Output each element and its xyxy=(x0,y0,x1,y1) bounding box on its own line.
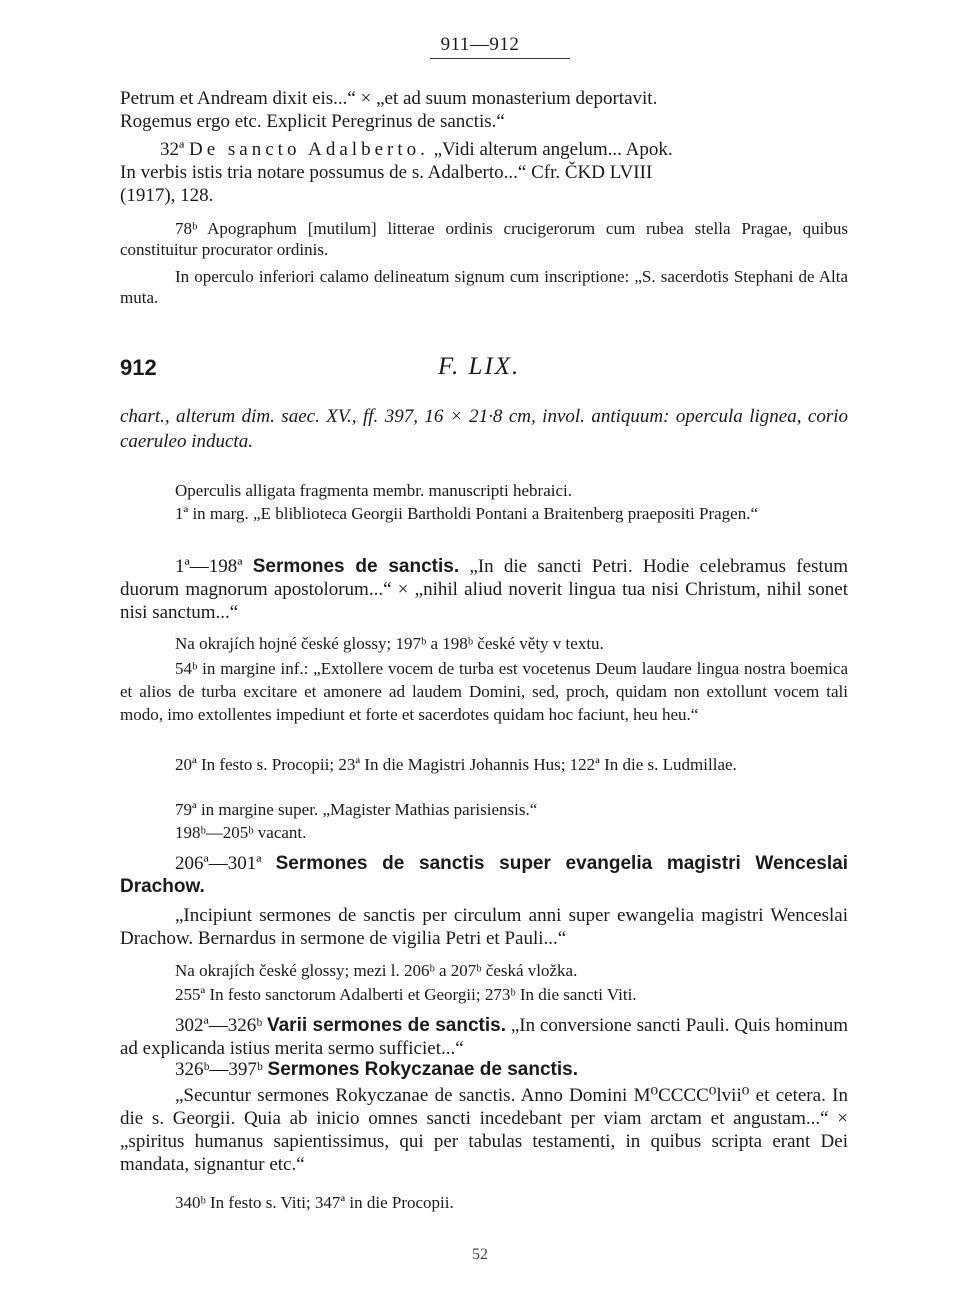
item-note-vacant: 198ᵇ—205ᵇ vacant. xyxy=(175,823,307,842)
entry-note-ownership: 1ª in marg. „E bliblioteca Georgii Bartholdi Pontani a Braitenberg praepositi Pragen.“ xyxy=(175,504,759,523)
prev-entry-note-operculum: In operculo inferiori calamo delineatum signum cum inscriptione: „S. sacerdotis Stephani de Alta muta. xyxy=(120,267,848,307)
folio-ref: 32ª xyxy=(160,139,189,160)
item-sermones-drachow xyxy=(120,852,848,898)
entry-shelfmark: F. LIX. xyxy=(438,353,521,380)
item-title: Sermones de sanctis. xyxy=(252,556,460,577)
item-drachow-note-glossy: Na okrajích české glossy; mezi l. 206ᵇ a 207ᵇ česká vložka. xyxy=(175,961,578,980)
entry-number: 912 xyxy=(120,355,157,380)
item-note-feasts: 20ª In festo s. Procopii; 23ª In die Magistri Johannis Hus; 122ª In die s. Ludmillae. xyxy=(175,755,737,774)
item-sermones-rokyczanae xyxy=(120,1058,848,1081)
item-varii-sermones xyxy=(120,1014,848,1060)
item-note-54b: 54ᵇ in margine inf.: „Extollere vocem de turba est vocetenus Deum laudare lingua nostra boemica et alios de turba excitare et amonere ad laudem Domini, sed, proch, quidam non extollunt vocem tali modo, imo extollentes impediunt et forte et sacerdotes quidam hoc faciunt, heu heu.“ xyxy=(120,659,848,724)
running-header: 911—912 xyxy=(440,34,520,55)
item-title: Varii sermones de sanctis. xyxy=(266,1015,506,1036)
item-incipit: „Vidi alterum angelum... Apok. xyxy=(428,139,673,160)
item-drachow-incipit: „Incipiunt sermones de sanctis per circulum anni super ewangelia magistri Wenceslai Drachow. Bernardus in sermone de vigilia Petri et Pauli...“ xyxy=(120,905,848,949)
page-number: 52 xyxy=(472,1246,488,1263)
item-sermones-de-sanctis xyxy=(120,555,848,624)
header-rule xyxy=(430,58,570,59)
item-title: Sermones de sanctis super evangelia magistri Wenceslai Drachow. xyxy=(120,853,848,897)
item-rokyczanae-text: „Secuntur sermones Rokyczanae de sanctis. Anno Domini M⁰CCCC⁰lvii⁰ et cetera. In die s. Georgii. Quia ab inicio omnes sancti incedebant per viam arctam et angustam...“ × „spiritus humanus sapientissimus, qui per tabulas testamenti, in quibus scripta erant Dei mandata, signantur etc.“ xyxy=(120,1085,848,1175)
entry-note-fragments: Operculis alligata fragmenta membr. manuscripti hebraici. xyxy=(175,481,572,500)
item-drachow-note-feasts: 255ª In festo sanctorum Adalberti et Georgii; 273ᵇ In die sancti Viti. xyxy=(175,985,637,1004)
item-note-glossy: Na okrajích hojné české glossy; 197ᵇ a 198ᵇ české věty v textu. xyxy=(175,634,604,653)
item-incipit: „In conversione sancti Pauli. Quis hominum ad explicanda istius merita sermo sufficiet...“ xyxy=(120,1015,848,1059)
prev-entry-item-32a-line2: In verbis istis tria notare possumus de s. Adalberto...“ Cfr. ČKD LVIII xyxy=(120,162,653,183)
folio-range: 302ª—326ᵇ xyxy=(175,1015,267,1036)
item-note-79a: 79ª in margine super. „Magister Mathias parisiensis.“ xyxy=(175,800,538,819)
item-rokyczanae-note-feasts: 340ᵇ In festo s. Viti; 347ª in die Procopii. xyxy=(175,1193,454,1212)
prev-entry-item-32a xyxy=(120,138,848,161)
prev-entry-text-line2: Rogemus ergo etc. Explicit Peregrinus de sanctis.“ xyxy=(120,111,505,132)
item-incipit-explicit: „In die sancti Petri. Hodie celebramus festum duorum magnorum apostolorum...“ × „nihil aliud noverit lingua tua nisi Christum, nihil sonet nisi sanctum...“ xyxy=(120,556,848,623)
folio-range: 326ᵇ—397ᵇ xyxy=(175,1059,268,1080)
prev-entry-item-32a-line3: (1917), 128. xyxy=(120,185,214,206)
folio-range: 1ª—198ª xyxy=(175,556,253,577)
prev-entry-note-78b: 78ᵇ Apographum [mutilum] litterae ordinis crucigerorum cum rubea stella Pragae, quibus constituitur procurator ordinis. xyxy=(120,219,848,259)
folio-range: 206ª—301ª xyxy=(175,853,276,874)
item-title: De sancto Adalberto. xyxy=(189,139,429,160)
prev-entry-text-line1: Petrum et Andream dixit eis...“ × „et ad suum monasterium deportavit. xyxy=(120,88,658,109)
item-title: Sermones Rokyczanae de sanctis. xyxy=(267,1059,578,1080)
entry-physical-description: chart., alterum dim. saec. XV., ff. 397, 16 × 21·8 cm, invol. antiquum: opercula lignea, corio caeruleo inducta. xyxy=(120,406,848,452)
